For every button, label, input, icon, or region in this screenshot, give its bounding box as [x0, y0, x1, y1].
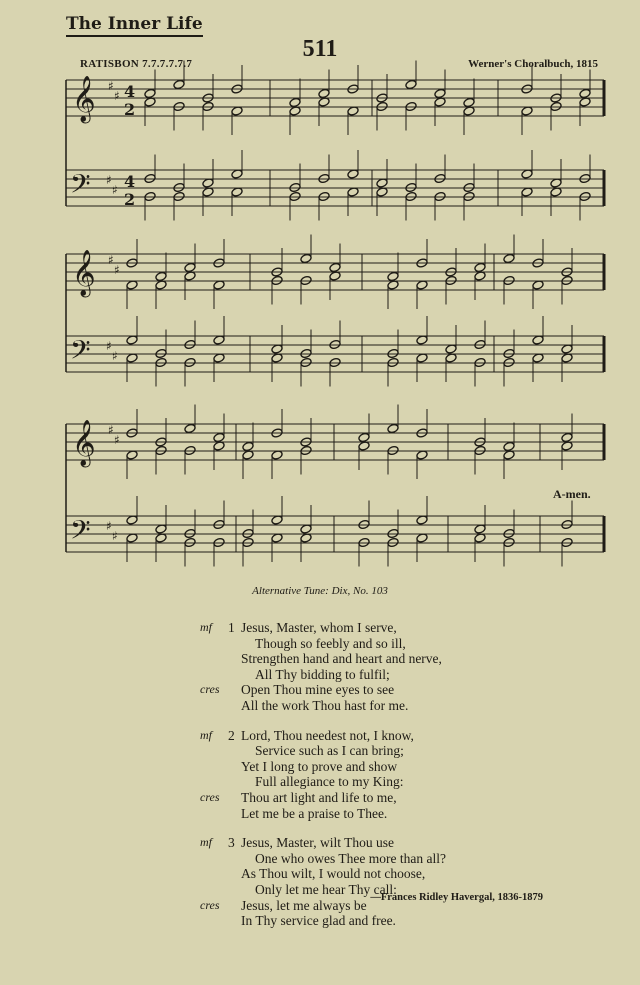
half-note: [387, 423, 399, 433]
verse-line: Open Thou mine eyes to see: [241, 682, 395, 698]
verse-2: [200, 728, 600, 822]
verse-3: [200, 835, 600, 929]
half-note: [503, 253, 515, 263]
sharp-sign: ♯: [106, 339, 112, 353]
treble-clef: 𝄞: [72, 250, 96, 296]
author-attribution: —Frances Ridley Havergal, 1836-1879: [370, 892, 543, 903]
verse-line: As Thou wilt, I would not choose,: [241, 866, 426, 882]
half-note: [434, 88, 446, 98]
verse-line: Yet I long to prove and show: [241, 758, 398, 774]
verse-line: Service such as I can bring;: [255, 743, 404, 759]
dynamic-mark: cres: [200, 897, 220, 912]
treble-clef: 𝄞: [72, 76, 96, 122]
half-note: [289, 97, 301, 107]
half-note: [561, 432, 573, 442]
half-note: [329, 262, 341, 272]
sharp-sign: ♯: [114, 263, 120, 277]
half-note: [318, 88, 330, 98]
sharp-sign: ♯: [114, 89, 120, 103]
dynamic-mark: cres: [200, 789, 220, 804]
half-note: [242, 441, 254, 451]
verse-line: One who owes Thee more than all?: [255, 850, 446, 866]
verse-line: Thou art light and life to me,: [241, 789, 397, 805]
half-note: [184, 262, 196, 272]
half-note: [405, 79, 417, 89]
sharp-sign: ♯: [108, 79, 114, 93]
time-signature-top: 4: [124, 172, 136, 191]
half-note: [463, 97, 475, 107]
dynamic-mark: mf: [200, 620, 212, 634]
verse-line: Jesus, let me always be: [241, 897, 367, 913]
half-note: [155, 271, 167, 281]
bass-clef: 𝄢: [70, 334, 91, 372]
sharp-sign: ♯: [106, 519, 112, 533]
half-note: [213, 432, 225, 442]
verse-line: Lord, Thou needest not, I know,: [241, 727, 414, 743]
verse-1: [200, 620, 600, 714]
bass-clef: 𝄢: [70, 514, 91, 552]
half-note: [579, 88, 591, 98]
sharp-sign: ♯: [108, 253, 114, 267]
time-signature-bottom: 2: [124, 100, 136, 119]
half-note: [144, 88, 156, 98]
sharp-sign: ♯: [112, 183, 118, 197]
bass-clef: 𝄢: [70, 168, 91, 206]
verse-line: Jesus, Master, wilt Thou use: [241, 835, 394, 851]
dynamic-mark: cres: [200, 682, 220, 697]
verse-line: Only let me hear Thy call:: [255, 881, 397, 897]
treble-clef: 𝄞: [72, 420, 96, 466]
time-signature-bottom: 2: [124, 190, 136, 209]
dynamic-mark: mf: [200, 727, 212, 742]
verse-line: Though so feebly and so ill,: [255, 635, 406, 651]
dynamic-mark: mf: [200, 835, 212, 850]
verse-line: Jesus, Master, whom I serve,: [241, 620, 397, 635]
sharp-sign: ♯: [106, 173, 112, 187]
verse-number: 3: [228, 835, 235, 851]
verse-line: Full allegiance to my King:: [255, 774, 404, 790]
half-note: [387, 271, 399, 281]
hymn-number: 511: [302, 36, 338, 62]
amen-label: A-men.: [553, 487, 591, 501]
verse-line: All the work Thou hast for me.: [241, 697, 409, 713]
half-note: [300, 253, 312, 263]
sharp-sign: ♯: [108, 423, 114, 437]
verse-number: 1: [228, 620, 235, 635]
section-heading: The Inner Life: [66, 14, 203, 37]
time-signature-top: 4: [124, 82, 136, 101]
half-note: [173, 79, 185, 89]
tune-name: RATISBON 7.7.7.7.7.7: [80, 58, 193, 70]
verse-line: Let me be a praise to Thee.: [241, 805, 388, 821]
half-note: [503, 441, 515, 451]
sharp-sign: ♯: [112, 349, 118, 363]
tune-source: Werner's Choralbuch, 1815: [468, 58, 598, 70]
alternative-tune: Alternative Tune: Dix, No. 103: [252, 585, 388, 597]
verse-line: All Thy bidding to fulfil;: [255, 666, 390, 682]
sharp-sign: ♯: [114, 433, 120, 447]
verse-line: In Thy service glad and free.: [241, 913, 396, 929]
half-note: [358, 432, 370, 442]
half-note: [474, 262, 486, 272]
sharp-sign: ♯: [112, 529, 118, 543]
verse-line: Strengthen hand and heart and nerve,: [241, 651, 442, 667]
half-note: [184, 423, 196, 433]
verse-number: 2: [228, 727, 235, 743]
